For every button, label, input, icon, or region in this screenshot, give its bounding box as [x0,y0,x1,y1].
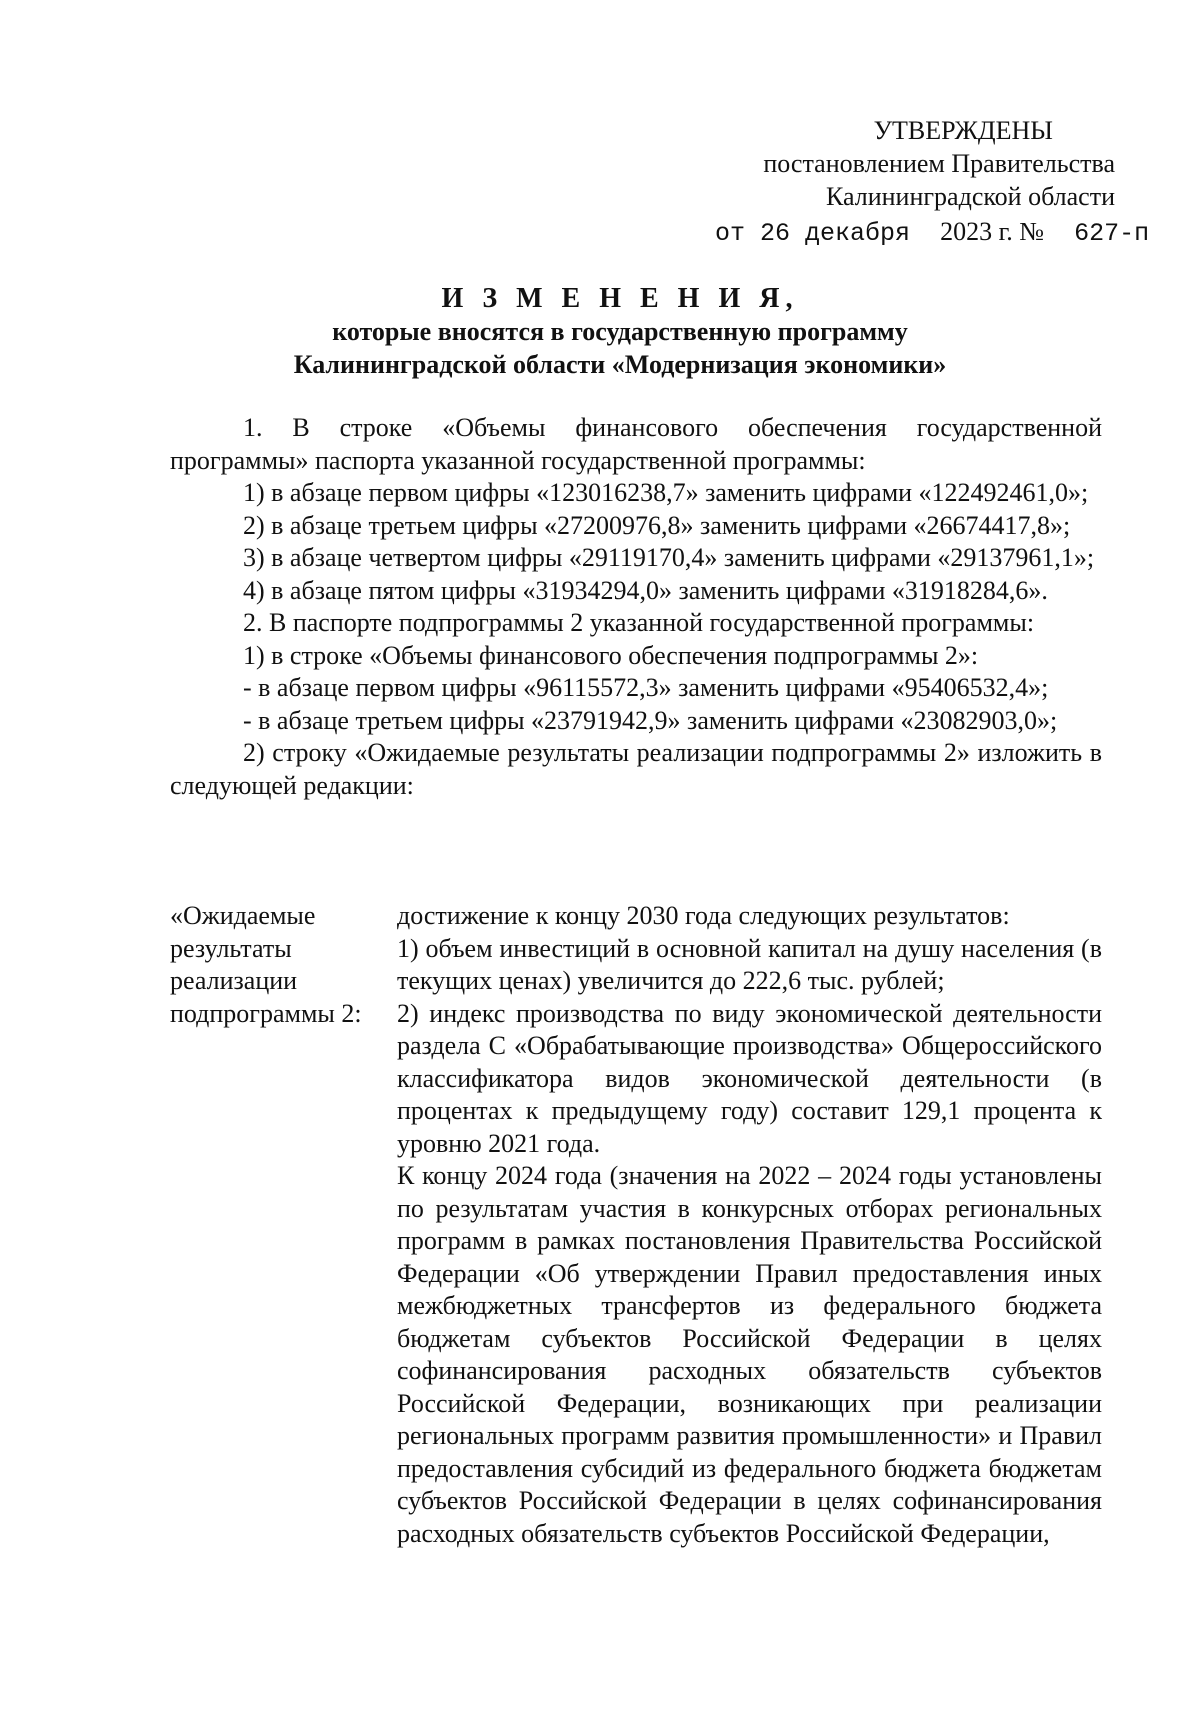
left-line-4: подпрограммы 2: [170,998,362,1028]
approval-date-prefix: от 26 декабря [715,219,911,248]
approval-date [715,215,1150,250]
paragraph-2-1-b: - в абзаце третьем цифры «23791942,9» заменить цифрами «23082903,0»; [243,705,1058,735]
paragraph-2: 2. В паспорте подпрограммы 2 указанной государственной программы: [243,608,1035,637]
result-item-2: 2) индекс производства по виду экономической деятельности раздела С «Обрабатывающие производства» Общероссийского классификатора видов экономической деятельности (в процентах к предыдущему году) составит 129,1 процента к уровню 2021 года. [397,998,1102,1158]
heading-title: И З М Е Н Е Н И Я, [441,283,799,314]
approval-line-2: Калининградской области [825,182,1115,211]
paragraph-1-2: 2) в абзаце третьем цифры «27200976,8» заменить цифрами «26674417,8»; [243,510,1071,540]
paragraph-2-1-a: - в абзаце первом цифры «96115572,3» заменить цифрами «95406532,4»; [243,673,1049,702]
result-2024: К концу 2024 года (значения на 2022 – 2024 годы установлены по результатам участия в конкурсных отборах региональных программ в рамках постановления Правительства Российской Федерации «Об утверждении Правил предоставления иных межбюджетных трансфертов из федерального бюджета бюджетам субъектов Российской Федерации в целях софинансирования расходных обязательств субъектов Российской Федерации, возникающих при реализации региональных программ развития промышленности» и Правил предоставления субсидий из федерального бюджета бюджетам субъектов Российской Федерации в целях софинансирования расходных обязательств субъектов Российской Федерации, [397,1161,1102,1548]
result-item-1: 1) объем инвестиций в основной капитал на душу населения (в текущих ценах) увеличится до 222,6 тыс. рублей; [397,933,1102,995]
heading-line-2: Калининградской области «Модернизация экономики» [293,350,947,379]
approval-number: 627-п [1074,219,1150,248]
amendments-body [170,412,1102,802]
paragraph-1-3: 3) в абзаце четвертом цифры «29119170,4» заменить цифрами «29137961,1»; [243,543,1095,572]
approval-block [715,114,1150,250]
table-right-cell [397,900,1102,1550]
paragraph-1-1: 1) в абзаце первом цифры «123016238,7» заменить цифрами «122492461,0»; [243,478,1089,507]
paragraph-2-1: 1) в строке «Объемы финансового обеспечения подпрограммы 2»: [243,640,979,670]
paragraph-1: 1. В строке «Объемы финансового обеспечения государственной программы» паспорта указанной государственной программы: [170,413,1102,475]
result-intro: достижение к концу 2030 года следующих результатов: [397,901,1010,930]
table-left-cell [170,900,385,1030]
paragraph-2-2: 2) строку «Ожидаемые результаты реализации подпрограммы 2» изложить в следующей редакции: [170,738,1102,800]
left-line-2: результаты [170,933,292,963]
document-heading [170,282,1070,381]
approval-title: УТВЕРЖДЕНЫ [873,116,1053,145]
paragraph-1-4: 4) в абзаце пятом цифры «31934294,0» заменить цифрами «31918284,6». [243,575,1048,605]
heading-line-1: которые вносятся в государственную программу [332,317,908,346]
approval-date-year: 2023 г. № [940,217,1045,246]
left-line-1: «Ожидаемые [170,901,316,930]
approval-line-1: постановлением Правительства [763,149,1115,178]
left-line-3: реализации [170,966,298,995]
